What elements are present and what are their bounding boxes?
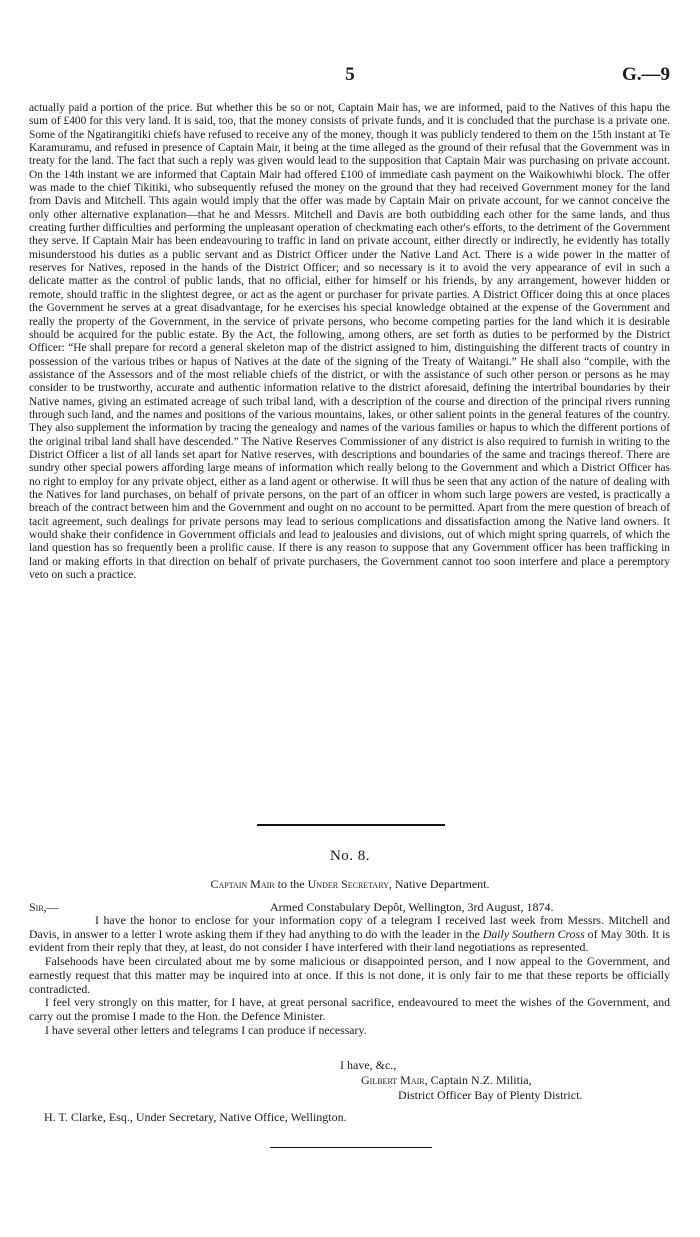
letter-salutation: Sir,— xyxy=(29,900,59,914)
section-divider-rule xyxy=(257,824,445,826)
newspaper-title: Daily Southern Cross xyxy=(482,926,585,941)
letter-paragraph-1-part-a: I have the honor to enclose for your information copy of a telegram I received last week from Messrs. Mitchell and Davis, in answer to a letter I wrote asking them if they had anything to do with the leader in the xyxy=(29,913,670,941)
letter-paragraph-4: I have several other letters and telegrams I can produce if necessary. xyxy=(45,1022,367,1037)
letter-addressee: H. T. Clarke, Esq., Under Secretary, Native Office, Wellington. xyxy=(44,1110,347,1124)
letter-paragraph-1-part-b: of May 30th. It is evident from their reply that they, at least, do not consider I have interfered with their land negotiations as represented. xyxy=(29,926,670,955)
article-body-paragraph: actually paid a portion of the price. But whether this be so or not, Captain Mair has, we are informed, paid to the Natives of this hapu the sum of £400 for this very land. It is said, too, that the money consists of private funds, and it is concluded that the purchase is a private one. Some of the Ngatirangitiki chiefs have refused to receive any of the money, though it was publicly tendered to them on the 15th instant at Te Karamuramu, and refused in presence of Captain Mair, it being at the time alleged as the ground of their refusal that the Government was in treaty for the land. The fact that such a reply was given would lead to the supposition that Captain Mair was purchasing on private account. On the 14th instant we are informed that Captain Mair had offered £100 of immediate cash payment on the Waikowhiwhi block. The offer was made to the chief Tikitiki, who subsequently refused the money on the ground that they had received Government money for the land from Davis and Mitchell. This again would imply that the offer was made by Captain Mair on private account, for we cannot conceive the only other alternative explanation—that he and Messrs. Mitchell and Davis are both outbidding each other for the same lands, and thus creating further difficulties and performing the unpleasant operation of checkmating each other's efforts, to the detriment of the Government they serve. If Captain Mair has been endeavouring to traffic in land on private account, either directly or indirectly, he evidently has totally misunderstood his duties as a public servant and as District Officer under the Native Land Act. There is a wide power in the matter of reserves for Natives, reposed in the hands of the District Officer; and so necessary is it to avoid the very appearance of evil in such a delicate matter as the control of public lands, that no official, either for himself or his friends, by any arrangement, however hidden or remote, should traffic in the slightest degree, or act as the agent or purchaser for private parties. A District Officer doing this at once places the Government he serves at a great disadvantage, for he exercises his special knowledge obtained at the expense of the Government and really the property of the Government, in the service of private persons, who become competing parties for the land which it is desirable should be acquired for the public estate. By the Act, the following, among others, are set forth as duties to be performed by the District Officer: “He shall prepare for record a general skeleton map of the district assigned to him, distinguishing the different tracts of country in possession of the various tribes or hapus of Natives at the date of the signing of the Treaty of Waitangi.” He shall also “compile, with the assistance of the Assessors and of the most reliable chiefs of the district, or with the assistance of such other person or persons as he may consider to be trustworthy, accurate and authentic information relative to the district aforesaid, defining the intertribal boundaries by their Native names, giving an estimated acreage of such tribal land, with a description of the course and direction of the principal rivers running through such land, and the names and positions of the various mountains, lakes, or other salient points in the general features of the country. They also supplement the information by tracing the genealogy and names of the various families or hapus to which the different portions of the original tribal land shall have descended.” The Native Reserves Commissioner of any district is also required to furnish in writing to the District Officer a list of all lands set apart for Native reserves, with descriptions and boundaries of the same and tracings thereof. There are sundry other special powers affording large means of information which really belong to the Government and which a District Officer has no right to employ for any private object, either as a land agent or otherwise. It will thus be seen that any action of the nature of dealing with the Natives for land purchases, on behalf of private persons, on the part of an officer in whom such large powers are vested, is practically a breach of the contract between him and the Government and ought on no account to be permitted. Apart from the mere question of breach of tacit agreement, such dealings for private persons may lead to serious complications and dissatisfaction among the Native land owners. It would shake their confidence in Government officials and lead to jealousies and divisions, out of which might spring quarrels, of which the land question has so frequently been a prolific cause. If there is any reason to suppose that any Government officer has been trafficking in land or making efforts in that direction on behalf of private purchasers, the Government cannot too soon interfere and place a peremptory veto on such a practice. xyxy=(29,102,670,582)
letter-closing: I have, &c., xyxy=(340,1058,397,1072)
letter-paragraph-2: Falsehoods have been circulated about me by some malicious or disappointed person, and I now appeal to the Government, and earnestly request that this matter may be inquired into at once. If this is not done, it is only fair to me that these reports be officially contradicted. xyxy=(29,954,670,996)
signatory-rank: , Captain N.Z. Militia, xyxy=(424,1073,532,1087)
signatory-name: Gilbert Mair xyxy=(361,1073,425,1087)
heading-connector: to the xyxy=(274,877,308,891)
heading-sender: Captain Mair xyxy=(210,877,275,891)
letter-paragraph-3: I feel very strongly on this matter, for I have, at great personal sacrifice, endeavoured to meet the wishes of the Government, and carry out the promise I made to the Hon. the Defence Minister. xyxy=(29,995,670,1023)
end-rule xyxy=(270,1147,432,1148)
letter-dateline: Armed Constabulary Depôt, Wellington, 3rd August, 1874. xyxy=(270,900,554,914)
letter-signature xyxy=(361,1073,532,1088)
heading-recipient: Under Secretary xyxy=(307,877,389,891)
section-number: No. 8. xyxy=(329,848,371,864)
letter-heading xyxy=(0,877,700,892)
paper-reference: G.—9 xyxy=(621,64,670,85)
letter-paragraph-1 xyxy=(29,914,670,955)
heading-department: , Native Department. xyxy=(388,877,490,891)
signatory-office: District Officer Bay of Plenty District. xyxy=(398,1088,583,1102)
letter-body xyxy=(29,914,670,1037)
page-number: 5 xyxy=(345,64,355,85)
